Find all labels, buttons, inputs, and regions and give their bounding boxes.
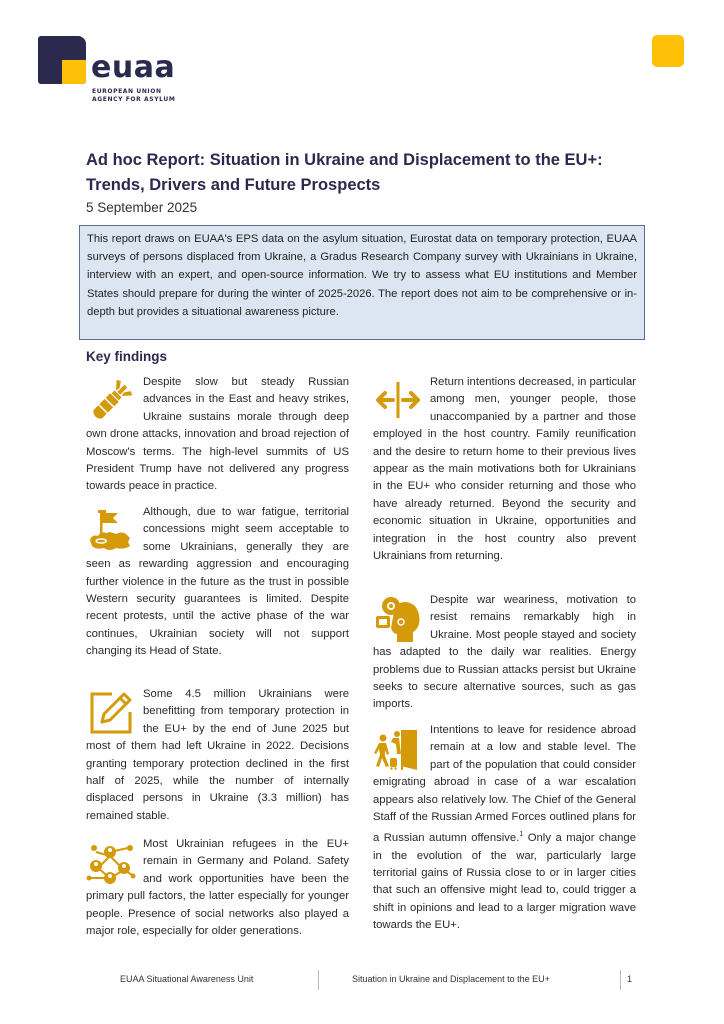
page-footer [0, 970, 724, 992]
finding-item [86, 836, 349, 940]
finding-text: Some 4.5 million Ukrainians were benefitting from temporary protection in the EU+ by the end of June 2025 but most of them had left Ukraine in 2022. Decisions granting temporary protection declined in the first half of 2025, while the number of internally displaced persons in Ukraine (3.3 million) has remained stable. [86, 688, 349, 822]
footer-short-title: Situation in Ukraine and Displacement to the EU+ [352, 974, 550, 984]
pencil-edit-icon [86, 688, 138, 738]
page-number: 1 [627, 974, 633, 984]
finding-text: Return intentions decreased, in particular among men, younger people, those unaccompanied by a partner and those employed in the host country. Family reunification and the desire to return home to their previous lives appear as the main motivations both for Ukrainians in the EU+ who consider returning and those who have already returned. Beyond the security and economic situation in Ukraine, opportunities and integration in the host country also prevent Ukrainians from returning. [373, 376, 636, 563]
finding-item [86, 686, 349, 825]
finding-text: Despite war weariness, motivation to resist remains remarkably high in Ukraine. Most people stayed and society has adapted to the daily war realities. Energy problems due to Russian attacks persist but Ukraine seeks to secure alternative sources, such as gas imports. [373, 594, 636, 711]
finding-text: Most Ukrainian refugees in the EU+ remain in Germany and Poland. Safety and work opportunities have been the primary pull factors, the latter especially for younger people. Presence of social networks also played a major role, especially for older generations. [86, 838, 349, 938]
logo-subtitle-line2: AGENCY FOR ASYLUM [92, 96, 176, 103]
report-date: 5 September 2025 [86, 200, 198, 215]
social-network-icon [86, 838, 138, 888]
finding-item [373, 374, 636, 565]
footnote-reference[interactable]: 1 [519, 831, 524, 839]
footer-divider [318, 970, 319, 990]
finding-text: Despite slow but steady Russian advances in the East and heavy strikes, Ukraine sustains morale through deep own drone attacks, innovation and broad rejection of Moscow's terms. The high-level summits of US President Trump have not delivered any progress towards peace in practice. [86, 376, 349, 493]
logo-mark-accent [62, 60, 86, 84]
missile-icon [86, 376, 138, 426]
emigration-door-icon [373, 724, 425, 774]
finding-item [86, 504, 349, 661]
summary-box: This report draws on EUAA's EPS data on the asylum situation, Eurostat data on temporary protection, EUAA surveys of persons displaced from Ukraine, a Gradus Research Company survey with Ukrainians in Ukraine, interview with an expert, and open-source information. We try to assess what EU institutions and Member States should prepare for during the winter of 2025-2026. The report does not aim to be comprehensive or in-depth but provides a situational awareness picture. [79, 225, 645, 340]
euaa-logo [38, 36, 188, 106]
finding-item [373, 592, 636, 714]
key-findings-heading: Key findings [86, 349, 168, 364]
finding-text-part: Only a major change in the evolution of the war, particularly large territorial gains of Russia close to or in larger cities that such an offensive might lead to, could trigger a shift in opinions and lead to a larger migration wave towards the EU+. [373, 832, 636, 932]
logo-subtitle-line1: EUROPEAN UNION [92, 88, 162, 95]
logo-wordmark: euaa [91, 50, 176, 85]
report-title: Ad hoc Report: Situation in Ukraine and Displacement to the EU+: Trends, Drivers and Future Prospects [86, 151, 603, 194]
return-arrows-icon [373, 376, 425, 426]
finding-item [373, 722, 636, 935]
territory-flag-icon [86, 506, 138, 556]
finding-item [86, 374, 349, 496]
mind-gears-icon [373, 594, 425, 644]
footer-divider [620, 970, 621, 990]
finding-text: Although, due to war fatigue, territorial concessions might seem acceptable to some Ukrainians, generally they are seen as rewarding aggression and encouraging further violence in the future as the trust in possible Western security guarantees is limited. Despite recent protests, until the active phase of the war continues, Ukrainian society will not support changing its Head of State. [86, 506, 349, 658]
corner-accent-tab [652, 35, 684, 67]
finding-text-part: Intentions to leave for residence abroad remain at a low and stable level. The part of the population that could consider emigrating abroad in case of a war escalation appears also relatively low. The Chief of the General Staff of the Russian Armed Forces outlined plans for a Russian autumn offensive. [373, 724, 636, 845]
footer-unit: EUAA Situational Awareness Unit [120, 974, 254, 984]
